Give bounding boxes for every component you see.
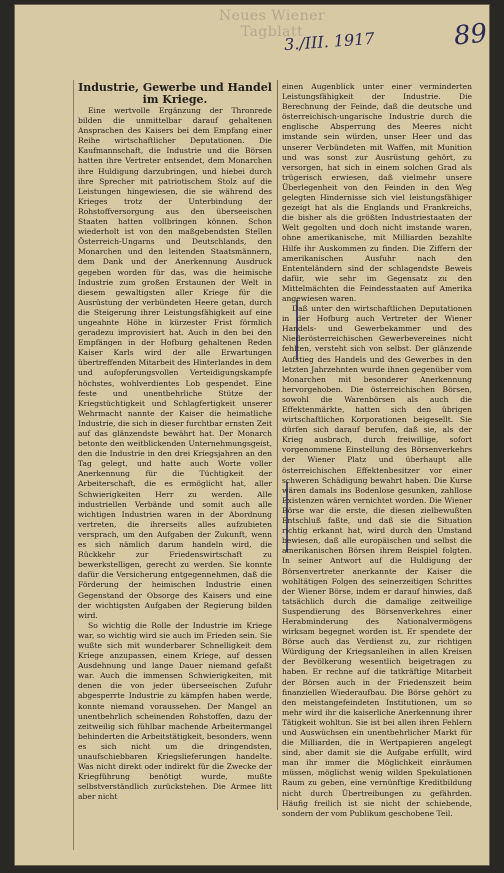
article-paragraph: So wichtig die Rolle der Industrie im Kriege war, so wichtig wird sie auch im Frieden sein. Sie wußte sich mit wunderbarer Schnelligkeit dem Kriege anzupassen, einem Kriege, auf dessen Ausdehnung und lange Dauer niemand gefaßt war. Auch die immensen Schwierigkeiten, mit denen die von jeder überseeischen Zufuhr abgesperrte Industrie zu kämpfen haben werde, konnte niemand voraussehen. Der Mangel an unentbehrlich scheinenden Rohstoffen, dazu der zeitweilig sich fühlbar machende Arbeitermangel behinderten die Arbeitstätigkeit, besonders, wenn es sich nicht um die dringendsten, unaufschiebbaren Kriegslieferungen handelte. Was nicht direkt oder indirekt für die Zwecke der Kriegführung benötigt wurde, mußte selbstverständlich zurückstehen. Die Armee litt aber nicht (78, 620, 272, 802)
article-headline: Industrie, Gewerbe und Handel im Kriege. (78, 81, 272, 106)
article-paragraph: einen Augenblick unter einer verminderten Leistungsfähigkeit der Industrie. Die Berechnung der Feinde, daß die deutsche und österreichisch-ungarische Industrie durch die englische Absperrung des Meeres nicht imstande sein würden, unser Heer und das unserer Verbündeten mit Waffen, mit Munition und was sonst zur Ausrüstung gehört, zu versorgen, hat sich in einem solchen Grad als trügerisch erwiesen, daß vielmehr unsere Überlegenheit von den Feinden in den Weg gelegten Hindernisse sich viel leistungsfähiger gezeigt hat als die Englands und Frankreichs, die bisher als die größten Industriestaaten der Welt gegolten und doch nicht imstande waren, ohne amerikanische, mit Milliarden bezahlte Hilfe ihr Auskommen zu finden. Die Ziffern der amerikanischen Ausfuhr nach den Ententeländern sind der schlagendste Beweis dafür, wie sehr im Gegensatz zu den Mittelmächten die Feindesstaaten auf Amerika angewiesen waren. (282, 82, 472, 303)
article-paragraph: Daß unter den wirtschaftlichen Deputationen in der Hofburg auch Vertreter der Wiener Handels- und Gewerbekammer und des Niederösterreichischen Gewerbevereines nicht fehlten, versteht sich von selbst. Der glänzende Aufstieg des Handels und des Gewerbes in den letzten Jahrzehnten wurde ihnen gegenüber vom Monarchen mit besonderer Anerkennung hervorgehoben. Die österreichischen Börsen, sowohl die Warenbörsen als auch die Effektenmärkte, hatten sich den übrigen wirtschaftlichen Korporationen beigesellt. Sie dürfen sich darauf berufen, daß sie, als der Krieg ausbrach, durch freiwillige, sofort vorgenommene Einstellung des Börsenverkehrs der Wiener Platz und überhaupt alle österreichischen Effektenbesitzer vor einer schweren Schädigung bewahrt haben. Die Kurse wären damals ins Bodenlose gesunken, zahllose Existenzen wären vernichtet worden. Die Wiener Börse war die erste, die diesen zielbewußten Entschluß faßte, und daß sie die Situation richtig erkannt hat, wird durch den Umstand bewiesen, daß alle europäischen und selbst die amerikanischen Börsen ihrem Beispiel folgten. In seiner Antwort auf die Huldigung der Börsenvertreter anerkannte der Kaiser die wohltätigen Folgen des seinerzeitigen Schrittes der Wiener Börse, indem er darauf hinwies, daß tatsächlich durch die damalige zeitweilige Suspendierung des Börsenverkehres einer Herabminderung des Nationalvermögens wirksam begegnet worden ist. Er spendete der Börse auch das Verdienst zu, zur richtigen Würdigung der Kriegsanleihen in allen Kreisen der Bevölkerung wesentlich beigetragen zu haben. Er rechne auf die tatkräftige Mitarbeit der Börsen auch in der Friedenszeit beim finanziellen Wiederaufbau. Die Börse gehört zu den meistangefeindeten Institutionen, um so mehr wird ihr die kaiserliche Anerkennung ihrer Tätigkeit wohltun. Sie ist bei allen ihren Fehlern und Auswüchsen ein unentbehrlicher Markt für die Milliarden, die in Wertpapieren angelegt sind, aber damit sie die Aufgabe erfüllt, wird man ihr immer die Möglichkeit einräumen müssen, möglichst wenig wilden Spekulationen Raum zu geben, eine vernünftige Kreditbildung nicht durch Übertreibungen zu gefährden. Häufig freilich ist sie nicht der schiebende, sondern der vom Publikum geschobene Teil. (282, 304, 472, 818)
masthead: Neues Wiener Tagblatt (218, 8, 326, 40)
article-column-left (78, 82, 272, 842)
article-column-right (282, 82, 472, 818)
handwritten-number: 89 (452, 18, 489, 52)
column-divider (277, 80, 278, 810)
handwritten-date: 3./III. 1917 (283, 28, 376, 55)
clipping-edge (73, 80, 74, 850)
article-paragraph: Eine wertvolle Ergänzung der Thronrede bilden die unmittelbar darauf gehaltenen Ansprachen des Kaisers bei dem Empfang einer Reihe wirtschaftlicher Deputationen. Die Kaufmannschaft, die Industrie und die Börsen hatten ihre Vertreter entsendet, dem Monarchen ihre Huldigung darzubringen, und hiebei durch ihre Sprecher mit patriotischem Stolz auf die Leistungen hingewiesen, die sie während des Krieges trotz der Unterbindung der Rohstoffversorgung aus den überseeischen Staaten hatten vollbringen können. Schon wiederholt ist von den maßgebendsten Stellen Österreich-Ungarns und Deutschlands, den Monarchen und den leitenden Staatsmännern, dem Dank und der Anerkennung Ausdruck gegeben worden für das, was die heimische Industrie zum großen Erstaunen der Welt in diesem gewaltigsten aller Kriege für die Ausrüstung der verbündeten Heere getan, durch die Steigerung ihrer Leistungsfähigkeit auf eine ungeahnte Höhe in kürzester Frist förmlich geradezu improvisiert hat. Auch in den bei den Empfängen in der Hofburg gehaltenen Reden Kaiser Karls wird der alle Erwartungen übertreffenden Mitarbeit des Hinterlandes in dem und aufopferungsvollen Verteidigungskampfe höchstes, wohlverdientes Lob gespendet. Eine feste und unentbehrliche Stütze der Kriegstüchtigkeit und Schlagfertigkeit unserer Wehrmacht nannte der Kaiser die heimatliche Industrie, die sich in dieser furchtbar ernsten Zeit auf das glänzendste bewährt hat. Der Monarch betonte den weitblickenden Unternehmungsgeist, den die Industrie in den drei Kriegsjahren an den Tag gelegt, und hatte auch Worte voller Anerkennung für die Tüchtigkeit der Arbeiterschaft, die es ermöglicht hat, aller Schwierigkeiten Herr zu werden. Alle industriellen Verbände und somit auch alle wichtigen Industrien waren in der Abordnung vertreten, die ihrerseits alles aufzubieten versprach, um den Aufgaben der Zukunft, wenn es sich nämlich darum handeln wird, die Rückkehr zur Friedenswirtschaft zu bewerkstelligen, gerecht zu werden. Sie konnte dafür die Versicherung entgegennehmen, daß die Förderung der heimischen Industrie einen Gegenstand der Obsorge des Kaisers und eine der wichtigsten Aufgaben der Regierung bilden wird. (78, 106, 272, 620)
